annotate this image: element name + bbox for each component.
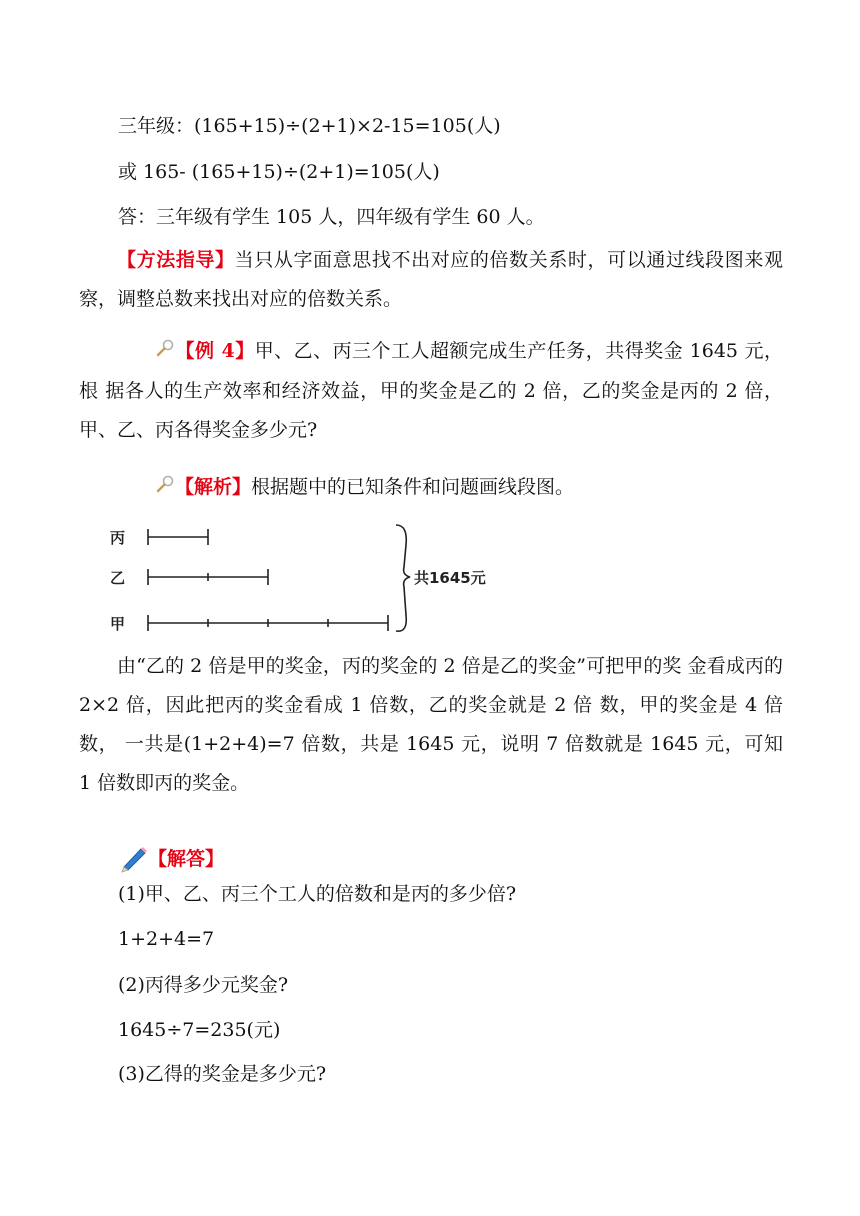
answer-step-4: 1645÷7=235(元) bbox=[118, 1019, 281, 1041]
row-label: 甲 bbox=[110, 615, 126, 633]
pencil-icon bbox=[118, 843, 148, 877]
alt-formula: 或 165- (165+15)÷(2+1)=105(人) bbox=[118, 161, 440, 183]
method-text: 当只从字面意思找不出对应的倍数关系时，可以通过线段图来观察，调整总数来找出对应的倍数关系。 bbox=[79, 249, 783, 310]
explanation-paragraph: 由“乙的 2 倍是甲的奖金，丙的奖金的 2 倍是乙的奖金”可把甲的奖 金看成丙的 2×2 倍，因此把丙的奖金看成 1 倍数，乙的奖金就是 2 倍 数，甲的奖金是 4 倍数， 一共是(1+2+4)=7 倍数，共是 1645 元，说明 7 倍数就是 1645 元，可知 1 倍数即丙的奖金。 bbox=[79, 655, 783, 794]
answer-heading bbox=[118, 843, 224, 877]
magnifier-icon bbox=[117, 333, 175, 372]
answer-step-1: (1)甲、乙、丙三个工人的倍数和是丙的多少倍? bbox=[118, 883, 517, 905]
magnifier-icon bbox=[117, 469, 175, 508]
analysis-paragraph bbox=[79, 468, 783, 508]
answer-tag: 【解答】 bbox=[148, 848, 225, 870]
method-tag: 【方法指导】 bbox=[117, 249, 235, 271]
answer-step-3: (2)丙得多少元奖金? bbox=[118, 974, 289, 996]
total-brace bbox=[396, 525, 410, 631]
row-label: 乙 bbox=[110, 569, 126, 587]
grade3-formula: 三年级：(165+15)÷(2+1)×2-15=105(人) bbox=[118, 115, 501, 137]
example-paragraph bbox=[79, 332, 783, 450]
analysis-tag: 【解析】 bbox=[175, 476, 252, 498]
answer-step-2: 1+2+4=7 bbox=[118, 928, 215, 950]
row-label: 丙 bbox=[110, 529, 126, 547]
example-text: 甲、乙、丙三个工人超额完成生产任务，共得奖金 1645 元，根 据各人的生产效率和经济效益，甲的奖金是乙的 2 倍，乙的奖金是丙的 2 倍，甲、乙、丙各得奖金多少元? bbox=[79, 340, 783, 441]
analysis-text: 根据题中的已知条件和问题画线段图。 bbox=[251, 476, 575, 498]
example-tag: 【例 4】 bbox=[175, 340, 255, 362]
method-paragraph bbox=[79, 241, 783, 319]
answer-step-5: (3)乙得的奖金是多少元? bbox=[118, 1063, 327, 1085]
segment-diagram bbox=[100, 515, 560, 645]
total-label: 共1645元 bbox=[414, 569, 486, 587]
answer-sentence: 答：三年级有学生 105 人，四年级有学生 60 人。 bbox=[118, 206, 545, 228]
